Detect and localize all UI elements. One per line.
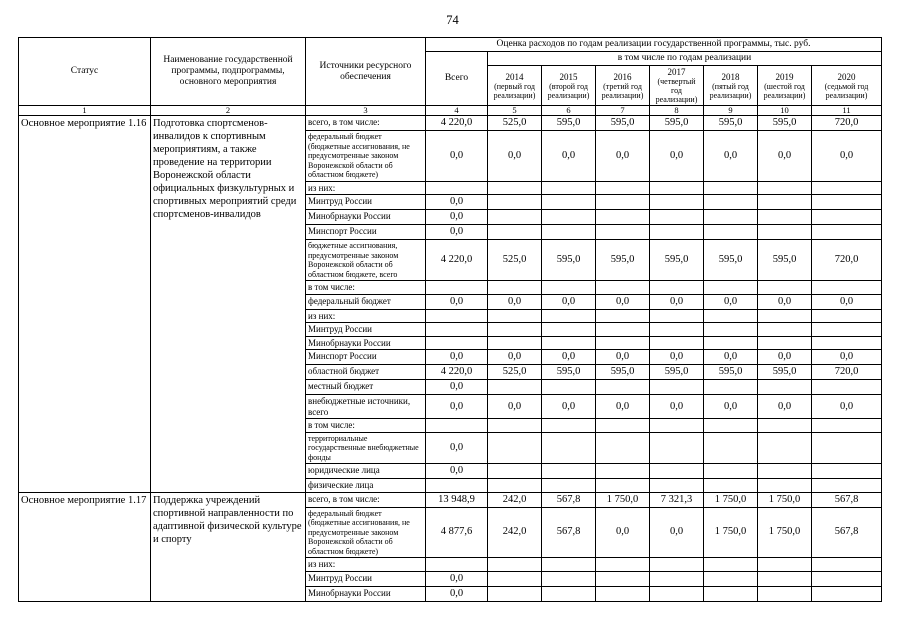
amount-cell <box>758 432 812 464</box>
amount-cell: 595,0 <box>704 365 758 380</box>
column-number: 8 <box>650 106 704 116</box>
funding-source-cell: Минобрнауки России <box>306 586 426 601</box>
amount-cell: 0,0 <box>704 350 758 365</box>
amount-cell <box>704 323 758 337</box>
amount-cell: 0,0 <box>542 395 596 419</box>
amount-cell <box>488 195 542 210</box>
amount-cell: 0,0 <box>812 350 882 365</box>
col-header-spend-title: Оценка расходов по годам реализации государственной программы, тыс. руб. <box>426 38 882 52</box>
amount-cell <box>596 323 650 337</box>
amount-cell <box>650 432 704 464</box>
amount-cell: 720,0 <box>812 116 882 131</box>
amount-cell <box>542 479 596 493</box>
amount-cell <box>426 323 488 337</box>
year-note: (четвертый год реализации) <box>655 77 698 104</box>
amount-cell: 595,0 <box>758 240 812 281</box>
amount-cell: 0,0 <box>426 131 488 182</box>
amount-cell: 0,0 <box>426 225 488 240</box>
amount-cell: 0,0 <box>704 131 758 182</box>
col-header-total: Всего <box>426 52 488 106</box>
amount-cell: 1 750,0 <box>704 492 758 507</box>
amount-cell: 595,0 <box>542 365 596 380</box>
amount-cell: 0,0 <box>426 380 488 395</box>
amount-cell: 0,0 <box>596 350 650 365</box>
amount-cell: 0,0 <box>542 350 596 365</box>
year-header-2019 <box>758 66 812 106</box>
amount-cell <box>488 464 542 479</box>
amount-cell <box>488 281 542 295</box>
amount-cell <box>542 323 596 337</box>
year-note: (третий год реализации) <box>601 81 644 100</box>
amount-cell: 595,0 <box>758 116 812 131</box>
amount-cell <box>812 210 882 225</box>
column-number: 9 <box>704 106 758 116</box>
amount-cell: 595,0 <box>758 365 812 380</box>
amount-cell: 525,0 <box>488 116 542 131</box>
amount-cell <box>426 558 488 572</box>
amount-cell <box>650 309 704 323</box>
col-header-status: Статус <box>19 38 151 106</box>
amount-cell: 1 750,0 <box>758 507 812 558</box>
amount-cell <box>812 336 882 350</box>
amount-cell <box>812 281 882 295</box>
funding-source-cell: физические лица <box>306 479 426 493</box>
amount-cell <box>650 323 704 337</box>
amount-cell <box>812 323 882 337</box>
amount-cell: 0,0 <box>488 131 542 182</box>
amount-cell <box>596 195 650 210</box>
funding-source-cell: в том числе: <box>306 419 426 433</box>
year-header-2018 <box>704 66 758 106</box>
year-header-2016 <box>596 66 650 106</box>
amount-cell <box>704 432 758 464</box>
amount-cell <box>488 479 542 493</box>
year-note: (первый год реализации) <box>493 81 536 100</box>
amount-cell: 567,8 <box>812 507 882 558</box>
col-header-including: в том числе по годам реализации <box>488 52 882 66</box>
column-number: 3 <box>306 106 426 116</box>
amount-cell <box>812 181 882 195</box>
amount-cell <box>704 571 758 586</box>
amount-cell: 7 321,3 <box>650 492 704 507</box>
amount-cell <box>704 586 758 601</box>
amount-cell <box>812 380 882 395</box>
amount-cell: 0,0 <box>596 507 650 558</box>
amount-cell: 595,0 <box>650 116 704 131</box>
amount-cell <box>812 309 882 323</box>
amount-cell: 242,0 <box>488 507 542 558</box>
table-body <box>19 116 882 602</box>
amount-cell: 0,0 <box>596 294 650 309</box>
table-row <box>19 492 882 507</box>
amount-cell <box>488 225 542 240</box>
amount-cell <box>596 571 650 586</box>
amount-cell <box>758 586 812 601</box>
amount-cell: 0,0 <box>488 395 542 419</box>
year-note: (седьмой год реализации) <box>824 81 869 100</box>
amount-cell <box>704 225 758 240</box>
funding-source-cell: внебюджетные источники, всего <box>306 395 426 419</box>
amount-cell <box>542 464 596 479</box>
amount-cell <box>704 281 758 295</box>
amount-cell <box>704 380 758 395</box>
amount-cell: 720,0 <box>812 240 882 281</box>
amount-cell: 0,0 <box>426 395 488 419</box>
amount-cell: 0,0 <box>426 210 488 225</box>
header-row-1 <box>19 38 882 52</box>
status-cell: Основное мероприятие 1.16 <box>19 116 151 493</box>
amount-cell <box>542 225 596 240</box>
amount-cell <box>758 181 812 195</box>
year-label: 2017 <box>667 67 686 77</box>
amount-cell: 4 220,0 <box>426 116 488 131</box>
funding-source-cell: Минспорт России <box>306 225 426 240</box>
amount-cell <box>812 225 882 240</box>
amount-cell <box>812 558 882 572</box>
status-cell: Основное мероприятие 1.17 <box>19 492 151 601</box>
funding-source-cell: местный бюджет <box>306 380 426 395</box>
amount-cell <box>542 309 596 323</box>
funding-source-cell: из них: <box>306 309 426 323</box>
amount-cell <box>758 210 812 225</box>
amount-cell: 0,0 <box>426 571 488 586</box>
amount-cell <box>650 464 704 479</box>
amount-cell <box>488 309 542 323</box>
year-note: (пятый год реализации) <box>709 81 752 100</box>
amount-cell <box>596 558 650 572</box>
amount-cell: 0,0 <box>650 350 704 365</box>
amount-cell <box>758 309 812 323</box>
amount-cell <box>542 181 596 195</box>
year-note: (шестой год реализации) <box>763 81 806 100</box>
amount-cell: 0,0 <box>812 131 882 182</box>
amount-cell <box>426 281 488 295</box>
amount-cell <box>812 571 882 586</box>
amount-cell <box>758 195 812 210</box>
funding-source-cell: Минтруд России <box>306 571 426 586</box>
funding-source-cell: всего, в том числе: <box>306 116 426 131</box>
amount-cell: 0,0 <box>542 131 596 182</box>
budget-table <box>18 37 882 602</box>
amount-cell <box>650 380 704 395</box>
funding-source-cell: федеральный бюджет (бюджетные ассигнования, не предусмотренные законом Воронежской области об областном бюджете) <box>306 507 426 558</box>
amount-cell: 0,0 <box>650 131 704 182</box>
column-number: 1 <box>19 106 151 116</box>
amount-cell: 720,0 <box>812 365 882 380</box>
amount-cell: 1 750,0 <box>758 492 812 507</box>
amount-cell <box>758 419 812 433</box>
amount-cell <box>426 419 488 433</box>
column-number: 11 <box>812 106 882 116</box>
amount-cell <box>704 195 758 210</box>
amount-cell <box>596 479 650 493</box>
page-number: 74 <box>446 13 459 27</box>
amount-cell <box>596 281 650 295</box>
amount-cell: 0,0 <box>758 294 812 309</box>
amount-cell <box>758 225 812 240</box>
amount-cell: 0,0 <box>704 395 758 419</box>
amount-cell: 567,8 <box>812 492 882 507</box>
amount-cell <box>812 479 882 493</box>
amount-cell <box>426 181 488 195</box>
amount-cell: 242,0 <box>488 492 542 507</box>
year-label: 2015 <box>559 71 578 82</box>
amount-cell: 595,0 <box>650 240 704 281</box>
amount-cell <box>426 309 488 323</box>
amount-cell <box>488 181 542 195</box>
funding-source-cell: юридические лица <box>306 464 426 479</box>
amount-cell <box>650 210 704 225</box>
amount-cell <box>704 336 758 350</box>
col-header-sources: Источники ресурсного обеспечения <box>306 38 426 106</box>
column-number: 6 <box>542 106 596 116</box>
amount-cell <box>542 432 596 464</box>
year-label: 2020 <box>837 71 856 82</box>
year-label: 2019 <box>775 71 794 82</box>
amount-cell: 567,8 <box>542 507 596 558</box>
year-note: (второй год реализации) <box>547 81 590 100</box>
amount-cell <box>758 281 812 295</box>
amount-cell <box>650 479 704 493</box>
amount-cell <box>758 479 812 493</box>
column-number: 5 <box>488 106 542 116</box>
amount-cell <box>596 309 650 323</box>
amount-cell <box>650 558 704 572</box>
amount-cell: 4 220,0 <box>426 365 488 380</box>
amount-cell: 0,0 <box>542 294 596 309</box>
amount-cell <box>596 181 650 195</box>
amount-cell <box>650 281 704 295</box>
funding-source-cell: Минспорт России <box>306 350 426 365</box>
amount-cell: 0,0 <box>650 507 704 558</box>
amount-cell <box>758 336 812 350</box>
amount-cell <box>650 586 704 601</box>
year-label: 2014 <box>505 71 524 82</box>
amount-cell: 0,0 <box>426 586 488 601</box>
amount-cell: 595,0 <box>542 240 596 281</box>
amount-cell <box>650 181 704 195</box>
amount-cell <box>704 419 758 433</box>
amount-cell: 0,0 <box>426 294 488 309</box>
amount-cell <box>758 558 812 572</box>
column-number: 10 <box>758 106 812 116</box>
amount-cell <box>542 571 596 586</box>
amount-cell <box>596 210 650 225</box>
amount-cell: 595,0 <box>704 116 758 131</box>
amount-cell: 525,0 <box>488 365 542 380</box>
amount-cell <box>488 336 542 350</box>
amount-cell: 0,0 <box>596 395 650 419</box>
amount-cell: 4 220,0 <box>426 240 488 281</box>
amount-cell <box>650 225 704 240</box>
column-number: 2 <box>151 106 306 116</box>
amount-cell <box>488 210 542 225</box>
measure-name-cell: Подготовка спортсменов-инвалидов к спортивным мероприятиям, а также проведение на территории Воронежской области официальных физкультурных и спортивных мероприятий среди спортсменов-инвалидов <box>151 116 306 493</box>
amount-cell: 595,0 <box>596 116 650 131</box>
amount-cell <box>704 181 758 195</box>
funding-source-cell: из них: <box>306 181 426 195</box>
amount-cell: 0,0 <box>812 395 882 419</box>
funding-source-cell: Минобрнауки России <box>306 210 426 225</box>
amount-cell <box>488 380 542 395</box>
amount-cell: 595,0 <box>596 365 650 380</box>
amount-cell: 1 750,0 <box>704 507 758 558</box>
amount-cell: 0,0 <box>596 131 650 182</box>
amount-cell <box>758 571 812 586</box>
amount-cell: 567,8 <box>542 492 596 507</box>
amount-cell <box>488 586 542 601</box>
column-numbering-row <box>19 106 882 116</box>
amount-cell: 0,0 <box>704 294 758 309</box>
funding-source-cell: бюджетные ассигнования, предусмотренные законом Воронежской области об областном бюджете, всего <box>306 240 426 281</box>
amount-cell <box>542 336 596 350</box>
amount-cell: 0,0 <box>650 395 704 419</box>
amount-cell: 4 877,6 <box>426 507 488 558</box>
amount-cell: 0,0 <box>426 432 488 464</box>
year-label: 2018 <box>721 71 740 82</box>
funding-source-cell: областной бюджет <box>306 365 426 380</box>
amount-cell: 1 750,0 <box>596 492 650 507</box>
amount-cell: 525,0 <box>488 240 542 281</box>
amount-cell: 0,0 <box>426 195 488 210</box>
amount-cell <box>704 309 758 323</box>
amount-cell <box>596 464 650 479</box>
amount-cell <box>542 586 596 601</box>
funding-source-cell: в том числе: <box>306 281 426 295</box>
amount-cell: 0,0 <box>758 131 812 182</box>
amount-cell: 13 948,9 <box>426 492 488 507</box>
amount-cell <box>596 380 650 395</box>
amount-cell <box>812 432 882 464</box>
amount-cell <box>812 195 882 210</box>
funding-source-cell: из них: <box>306 558 426 572</box>
amount-cell <box>596 432 650 464</box>
table-header <box>19 38 882 116</box>
amount-cell <box>488 419 542 433</box>
column-number: 4 <box>426 106 488 116</box>
amount-cell: 0,0 <box>488 294 542 309</box>
amount-cell: 595,0 <box>650 365 704 380</box>
amount-cell: 0,0 <box>758 350 812 365</box>
amount-cell <box>542 210 596 225</box>
amount-cell <box>596 336 650 350</box>
amount-cell <box>596 419 650 433</box>
amount-cell <box>596 225 650 240</box>
amount-cell <box>542 380 596 395</box>
amount-cell: 595,0 <box>596 240 650 281</box>
funding-source-cell: федеральный бюджет (бюджетные ассигнования, не предусмотренные законом Воронежской области об областном бюджете) <box>306 131 426 182</box>
amount-cell <box>426 336 488 350</box>
amount-cell <box>650 419 704 433</box>
amount-cell <box>650 195 704 210</box>
amount-cell <box>704 558 758 572</box>
amount-cell: 0,0 <box>426 464 488 479</box>
amount-cell <box>812 586 882 601</box>
amount-cell <box>488 558 542 572</box>
amount-cell <box>488 432 542 464</box>
year-header-2017 <box>650 66 704 106</box>
year-label: 2016 <box>613 71 632 82</box>
col-header-name: Наименование государственной программы, подпрограммы, основного мероприятия <box>151 38 306 106</box>
amount-cell <box>488 323 542 337</box>
amount-cell: 0,0 <box>812 294 882 309</box>
funding-source-cell: всего, в том числе: <box>306 492 426 507</box>
amount-cell <box>488 571 542 586</box>
funding-source-cell: территориальные государственные внебюджетные фонды <box>306 432 426 464</box>
funding-source-cell: Минобрнауки России <box>306 336 426 350</box>
amount-cell <box>650 571 704 586</box>
amount-cell <box>812 464 882 479</box>
amount-cell: 0,0 <box>426 350 488 365</box>
amount-cell <box>758 323 812 337</box>
amount-cell <box>758 464 812 479</box>
year-header-2014 <box>488 66 542 106</box>
amount-cell <box>542 281 596 295</box>
amount-cell <box>426 479 488 493</box>
table-row <box>19 116 882 131</box>
amount-cell <box>758 380 812 395</box>
amount-cell: 0,0 <box>758 395 812 419</box>
amount-cell: 0,0 <box>650 294 704 309</box>
amount-cell: 0,0 <box>488 350 542 365</box>
amount-cell <box>812 419 882 433</box>
column-number: 7 <box>596 106 650 116</box>
amount-cell <box>650 336 704 350</box>
amount-cell <box>704 464 758 479</box>
amount-cell <box>704 479 758 493</box>
amount-cell <box>542 419 596 433</box>
amount-cell: 595,0 <box>704 240 758 281</box>
amount-cell: 595,0 <box>542 116 596 131</box>
amount-cell <box>704 210 758 225</box>
amount-cell <box>542 195 596 210</box>
year-header-2015 <box>542 66 596 106</box>
amount-cell <box>596 586 650 601</box>
year-header-2020 <box>812 66 882 106</box>
funding-source-cell: Минтруд России <box>306 323 426 337</box>
funding-source-cell: Минтруд России <box>306 195 426 210</box>
funding-source-cell: федеральный бюджет <box>306 294 426 309</box>
measure-name-cell: Поддержка учреждений спортивной направленности по адаптивной физической культуре и спорту <box>151 492 306 601</box>
amount-cell <box>542 558 596 572</box>
